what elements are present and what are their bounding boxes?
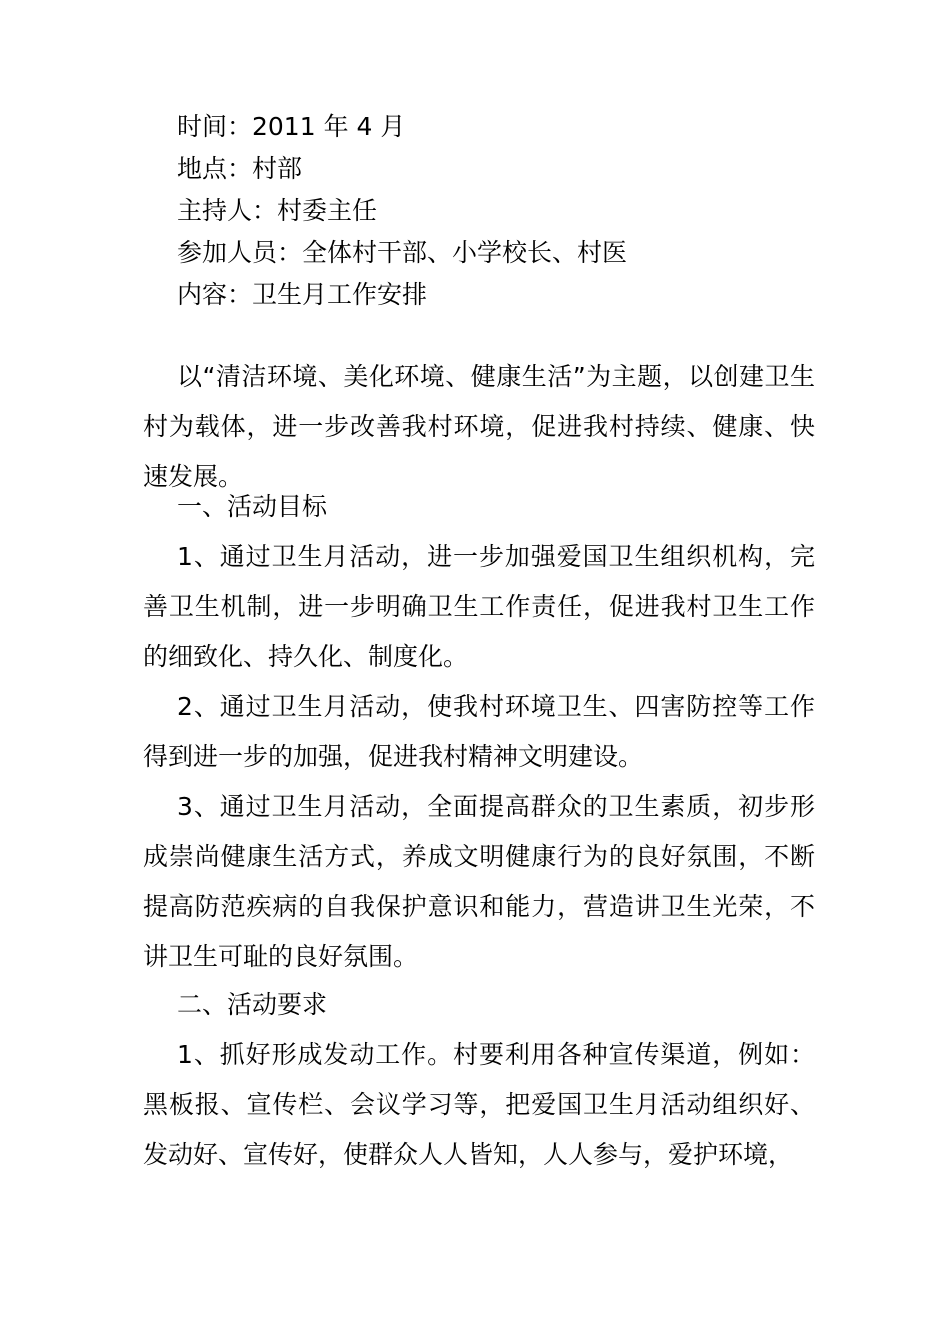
requirement-item: 1、抓好形成发动工作。村要利用各种宣传渠道，例如：黑板报、宣传栏、会议学习等，把爱国卫生月活动组织好、发动好、宣传好，使群众人人皆知，人人参与，爱护环境， <box>143 1040 815 1169</box>
meeting-participants: 参加人员：全体村干部、小学校长、村医 <box>177 238 628 267</box>
section-requirements <box>143 980 815 1180</box>
intro-paragraph: 以“清洁环境、美化环境、健康生活”为主题，以创建卫生村为载体，进一步改善我村环境，促进我村持续、健康、快速发展。 <box>143 362 815 491</box>
section-objectives <box>143 482 815 982</box>
objective-item: 1、通过卫生月活动，进一步加强爱国卫生组织机构，完善卫生机制，进一步明确卫生工作责任，促进我村卫生工作的细致化、持久化、制度化。 <box>143 542 815 671</box>
section-heading: 二、活动要求 <box>177 990 328 1019</box>
section-heading: 一、活动目标 <box>177 492 328 521</box>
meeting-host: 主持人：村委主任 <box>177 196 378 225</box>
meeting-place: 地点：村部 <box>177 154 303 183</box>
intro-section <box>143 352 815 502</box>
meeting-content: 内容：卫生月工作安排 <box>177 280 428 309</box>
meeting-info <box>177 106 837 316</box>
objective-item: 2、通过卫生月活动，使我村环境卫生、四害防控等工作得到进一步的加强，促进我村精神文明建设。 <box>143 692 815 771</box>
objective-item: 3、通过卫生月活动，全面提高群众的卫生素质，初步形成崇尚健康生活方式，养成文明健康行为的良好氛围，不断提高防范疾病的自我保护意识和能力，营造讲卫生光荣，不讲卫生可耻的良好氛围。 <box>143 792 815 971</box>
meeting-time: 时间：2011 年 4 月 <box>177 112 406 141</box>
